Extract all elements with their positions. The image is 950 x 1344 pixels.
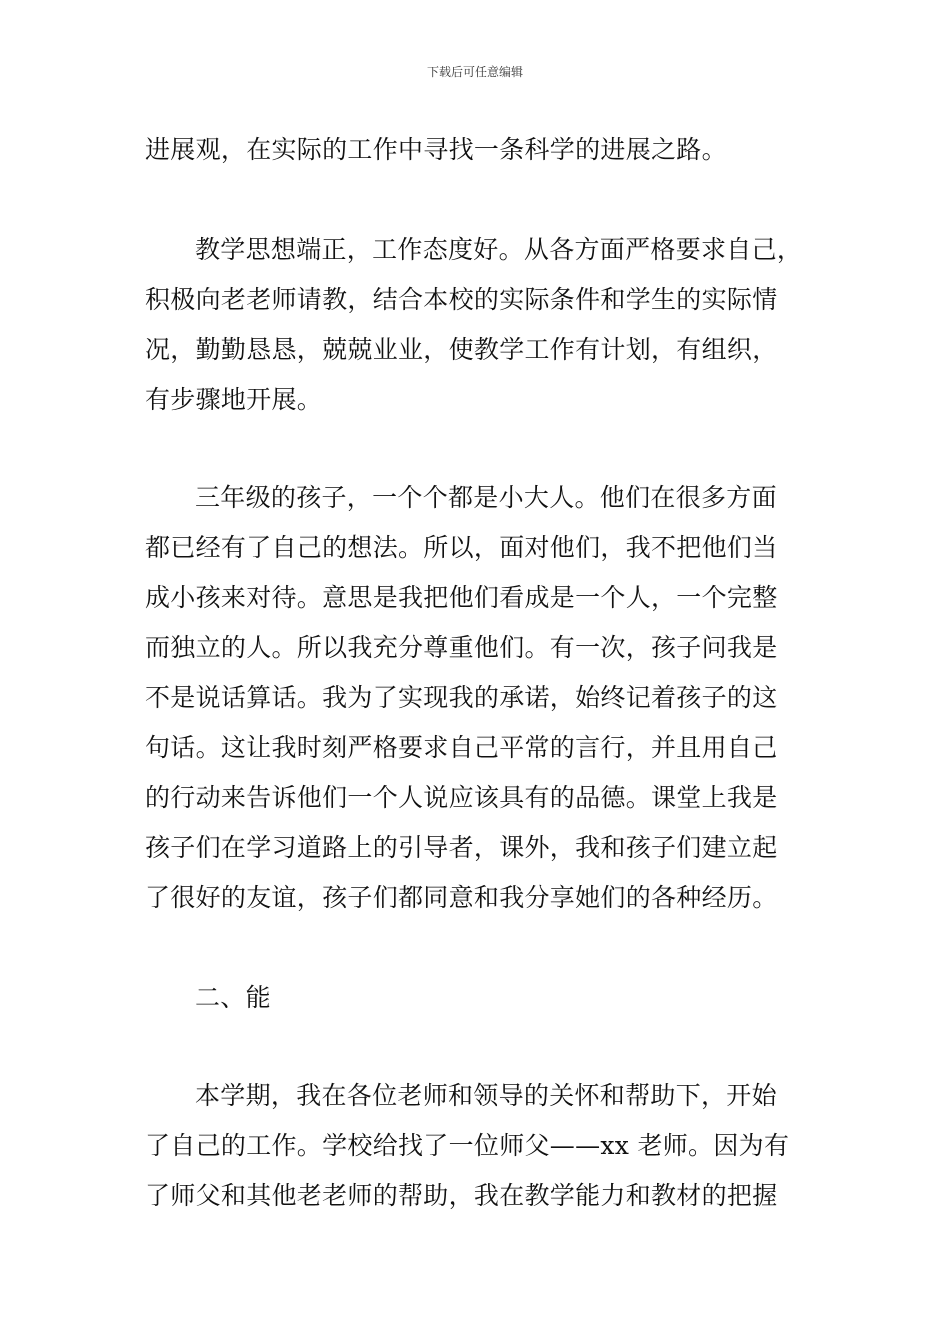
paragraph-2-line-4: 有步骤地开展。 bbox=[145, 385, 323, 414]
paragraph-3-line-5: 不是说话算话。我为了实现我的承诺，始终记着孩子的这 bbox=[145, 683, 778, 712]
paragraph-3-line-2: 都已经有了自己的想法。所以，面对他们，我不把他们当 bbox=[145, 533, 778, 562]
paragraph-1-line-1: 进展观，在实际的工作中寻找一条科学的进展之路。 bbox=[145, 135, 727, 164]
paragraph-3-line-9: 了很好的友谊，孩子们都同意和我分享她们的各种经历。 bbox=[145, 883, 778, 912]
section-heading: 二、能 bbox=[195, 983, 271, 1012]
paragraph-3-line-1: 三年级的孩子，一个个都是小大人。他们在很多方面 bbox=[195, 483, 777, 512]
paragraph-3-line-4: 而独立的人。所以我充分尊重他们。有一次，孩子问我是 bbox=[145, 633, 778, 662]
paragraph-3-line-8: 孩子们在学习道路上的引导者，课外，我和孩子们建立起 bbox=[145, 833, 778, 862]
paragraph-3-line-7: 的行动来告诉他们一个人说应该具有的品德。课堂上我是 bbox=[145, 783, 778, 812]
paragraph-5-line-2: 了自己的工作。学校给找了一位师父——xx 老师。因为有 bbox=[145, 1131, 790, 1160]
page-header-note: 下载后可任意编辑 bbox=[426, 65, 523, 79]
paragraph-5-line-3: 了师父和其他老老师的帮助，我在教学能力和教材的把握 bbox=[145, 1181, 778, 1210]
paragraph-2-line-3: 况，勤勤恳恳，兢兢业业，使教学工作有计划，有组织， bbox=[145, 335, 778, 364]
paragraph-3-line-3: 成小孩来对待。意思是我把他们看成是一个人，一个完整 bbox=[145, 583, 778, 612]
paragraph-2-line-2: 积极向老老师请教，结合本校的实际条件和学生的实际情 bbox=[145, 285, 778, 314]
paragraph-2-line-1: 教学思想端正，工作态度好。从各方面严格要求自己， bbox=[195, 235, 803, 264]
paragraph-3-line-6: 句话。这让我时刻严格要求自己平常的言行，并且用自己 bbox=[145, 733, 778, 762]
paragraph-5-line-1: 本学期，我在各位老师和领导的关怀和帮助下，开始 bbox=[195, 1081, 777, 1110]
